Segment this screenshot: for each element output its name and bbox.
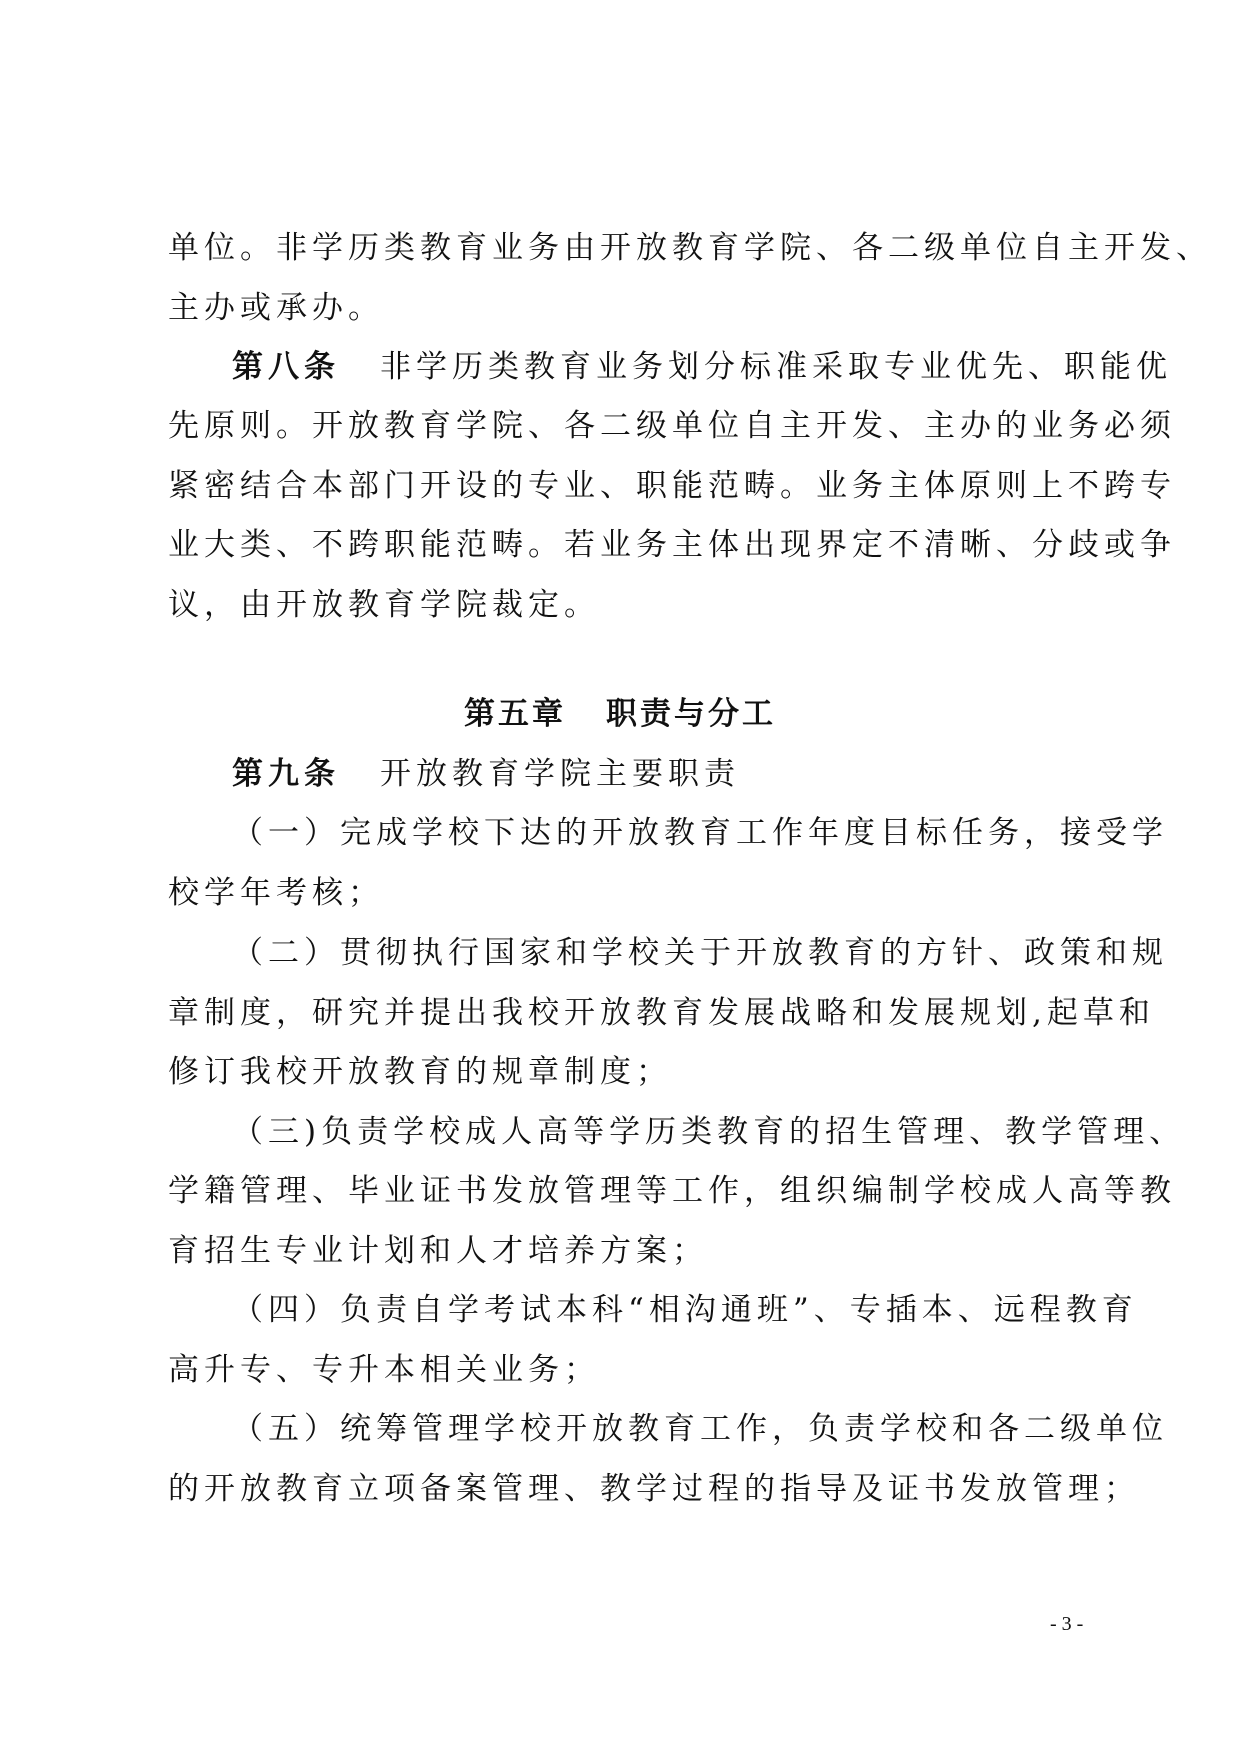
article-8-line [232, 347, 1172, 387]
paragraph-line: 议，由开放教育学院裁定。 [168, 587, 600, 623]
list-item-line: 育招生专业计划和人才培养方案； [168, 1233, 708, 1269]
list-item-line: （一）完成学校下达的开放教育工作年度目标任务，接受学 [232, 815, 1168, 851]
article-9-title: 第九条 [232, 756, 340, 792]
page-number: - 3 - [1050, 1613, 1084, 1635]
list-item-line: 的开放教育立项备案管理、教学过程的指导及证书发放管理； [168, 1471, 1140, 1507]
paragraph-line: 先原则。开放教育学院、各二级单位自主开发、主办的业务必须 [168, 408, 1176, 444]
list-item-line: 高升专、专升本相关业务； [168, 1352, 600, 1388]
list-item-line: （五）统筹管理学校开放教育工作，负责学校和各二级单位 [232, 1411, 1168, 1447]
list-item-line: 修订我校开放教育的规章制度； [168, 1054, 672, 1090]
list-item-line: 章制度，研究并提出我校开放教育发展战略和发展规划,起草和 [168, 995, 1155, 1031]
article-8-title: 第八条 [232, 349, 340, 385]
list-item-line: 校学年考核； [168, 875, 384, 911]
paragraph-line: 紧密结合本部门开设的专业、职能范畴。业务主体原则上不跨专 [168, 468, 1176, 504]
list-item-line: （二）贯彻执行国家和学校关于开放教育的方针、政策和规 [232, 935, 1168, 971]
list-item-line: 学籍管理、毕业证书发放管理等工作，组织编制学校成人高等教 [168, 1173, 1176, 1209]
chapter-title: 职责与分工 [606, 696, 776, 732]
article-9-line [232, 754, 1078, 794]
list-item-line: （三)负责学校成人高等学历类教育的招生管理、教学管理、 [232, 1114, 1186, 1150]
paragraph-line: 业大类、不跨职能范畴。若业务主体出现界定不清晰、分歧或争 [168, 527, 1176, 563]
article-9-heading: 开放教育学院主要职责 [380, 756, 740, 792]
article-8-text: 非学历类教育业务划分标准采取专业优先、职能优 [380, 349, 1172, 385]
paragraph-line: 主办或承办。 [168, 290, 384, 326]
chapter-heading [0, 694, 1240, 734]
chapter-number: 第五章 [464, 696, 566, 732]
list-item-line: （四）负责自学考试本科“相沟通班”、专插本、远程教育 [232, 1292, 1138, 1328]
paragraph-line: 单位。非学历类教育业务由开放教育学院、各二级单位自主开发、 [168, 230, 1212, 266]
